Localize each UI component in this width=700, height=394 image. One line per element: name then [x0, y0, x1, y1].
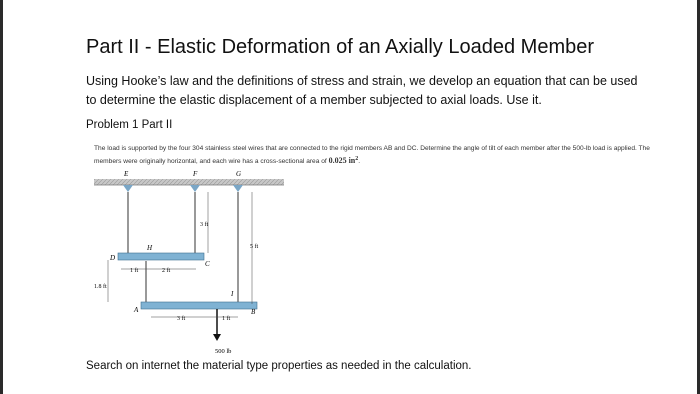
problem-text-main: The load is supported by the four 304 stainless steel wires that are connected to the rigid members AB and DC. Determine the angle of tilt of each member after the 500-lb load is applied. The members were originally horizontal, and each wire has a cross-sectional area of — [94, 145, 650, 166]
label-B: B — [251, 308, 256, 316]
dim-3ft-horizontal: 3 ft — [177, 316, 186, 322]
label-A: A — [134, 306, 139, 314]
dim-1.8ft: 1.8 ft — [94, 284, 107, 290]
dim-2ft: 2 ft — [162, 268, 171, 274]
label-C: C — [205, 260, 210, 268]
member-AB — [141, 302, 257, 309]
bracket-F — [190, 185, 200, 192]
label-D: D — [110, 254, 116, 262]
dim-5ft-vertical: 5 ft — [250, 244, 259, 250]
intro-paragraph: Using Hooke’s law and the definitions of stress and strain, we develop an equation that can be used to determine the elastic displacement of a member subjected to axial loads. Use it. — [86, 74, 638, 107]
label-E: E — [124, 170, 129, 178]
member-DC — [118, 253, 204, 260]
footer-note: Search on internet the material type properties as needed in the calculation. — [86, 360, 472, 372]
dim-1ft-right: 1 ft — [222, 316, 231, 322]
bracket-E — [123, 185, 133, 192]
load-label: 500 lb — [215, 348, 232, 355]
problem-heading: Problem 1 Part II — [86, 119, 173, 131]
dim-3ft-vertical: 3 ft — [200, 222, 209, 228]
problem-text-end: . — [358, 158, 361, 166]
label-H: H — [147, 244, 153, 252]
dim-1ft: 1 ft — [130, 268, 139, 274]
load-arrowhead — [213, 334, 221, 341]
ceiling — [94, 179, 284, 185]
label-F: F — [193, 170, 198, 178]
area-exponent: 2 — [355, 156, 359, 162]
bracket-G — [233, 185, 243, 192]
label-G: G — [236, 170, 242, 178]
label-I: I — [231, 290, 234, 298]
problem-statement — [94, 144, 664, 167]
page-title: Part II - Elastic Deformation of an Axially Loaded Member — [86, 36, 595, 58]
left-edge — [0, 0, 3, 394]
problem-figure — [86, 168, 286, 358]
area-value: 0.025 in — [328, 156, 356, 166]
